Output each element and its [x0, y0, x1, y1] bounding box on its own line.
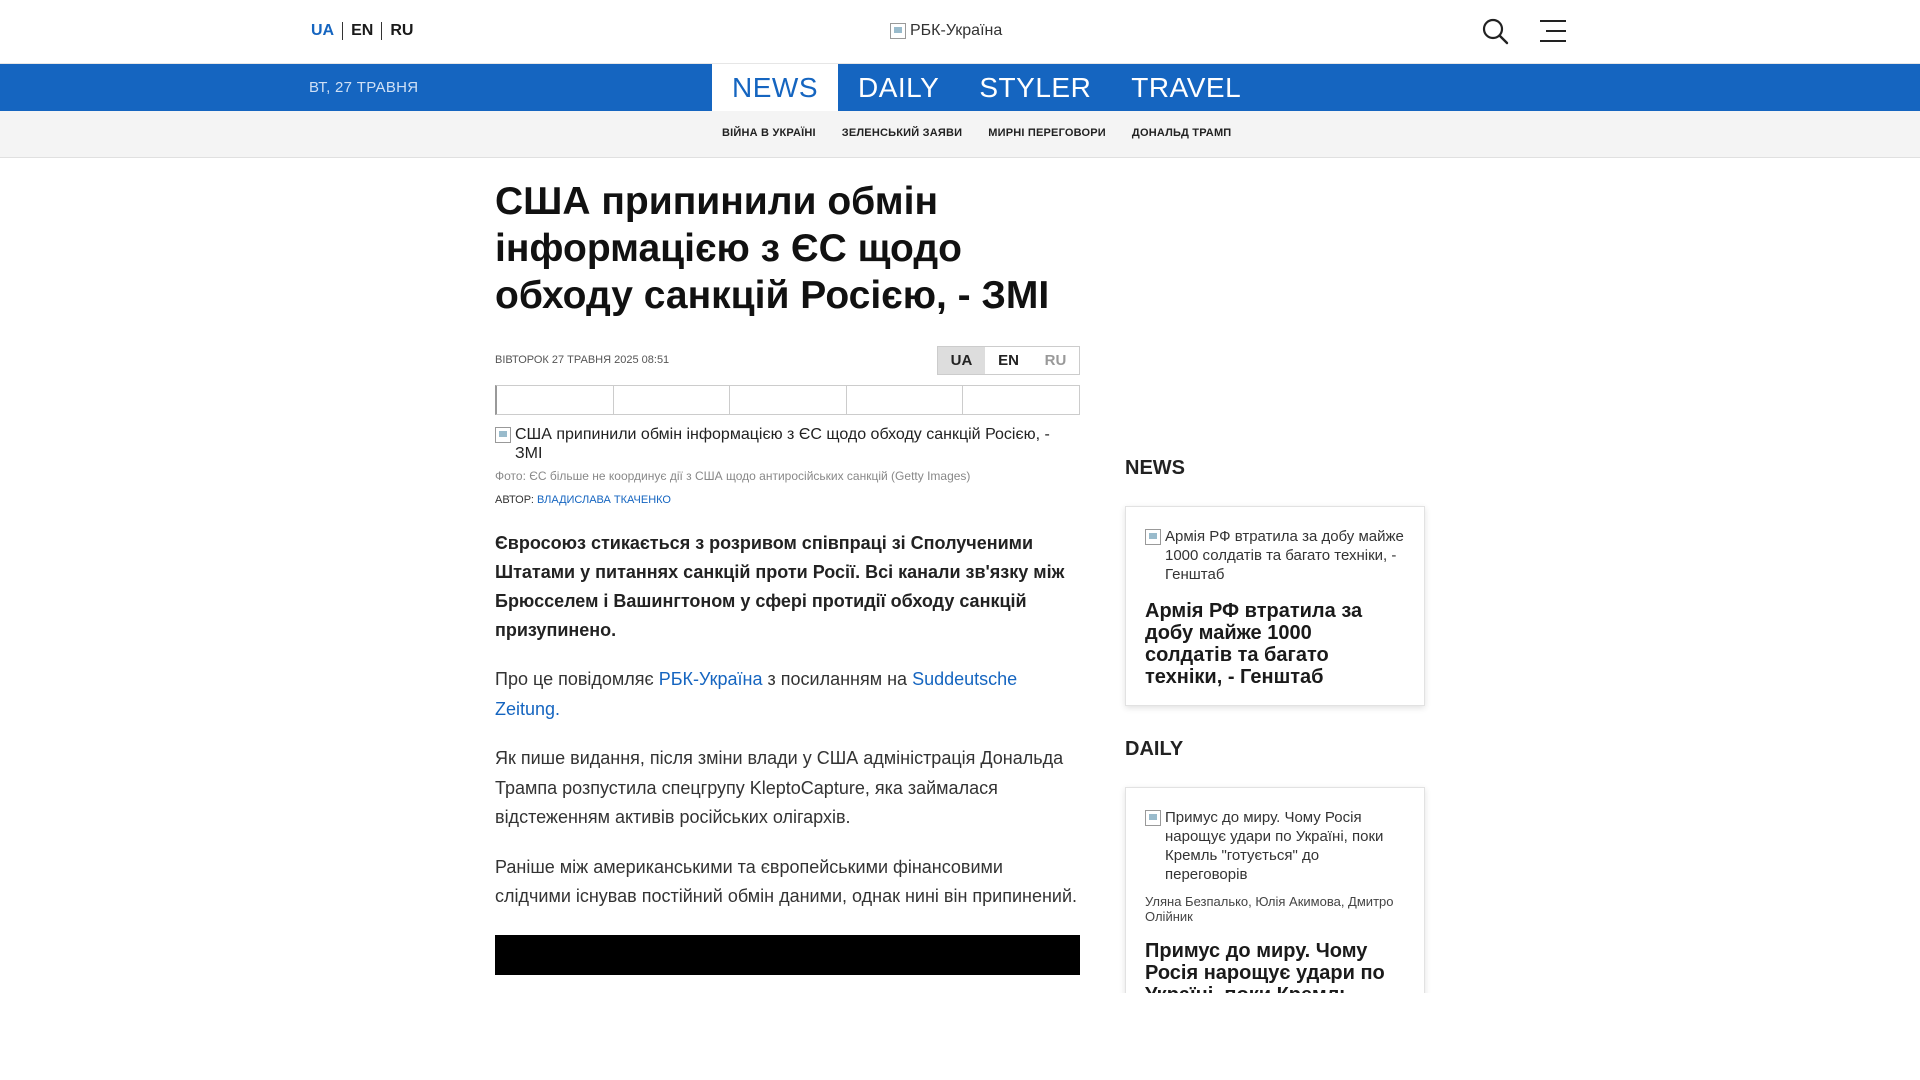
tab-news[interactable]: NEWS: [712, 64, 838, 111]
sidebar-daily-heading[interactable]: DAILY: [1125, 738, 1184, 760]
news-card-image-alt: Армія РФ втратила за добу майже 1000 солдатів та багато техніки, - Генштаб: [1165, 528, 1404, 583]
daily-card-title[interactable]: Примус до миру. Чому Росія нарощує удари по: [1145, 940, 1385, 984]
tags-bar: [0, 111, 1920, 158]
share-button[interactable]: [614, 386, 731, 414]
author-line: [495, 494, 1080, 506]
language-switcher: [311, 22, 421, 40]
site-logo[interactable]: [890, 22, 1002, 40]
logo-alt-text: РБК-Україна: [910, 22, 1003, 39]
news-card[interactable]: [1125, 506, 1425, 706]
broken-image-icon: [495, 427, 511, 443]
news-card-title[interactable]: Армія РФ втратила за добу майже 1000 солдатів та багато техніки, - Генштаб: [1145, 600, 1363, 688]
tag-list: [722, 127, 1231, 139]
article-title: США припинили обмін інформацією з ЄС щодо обходу санкцій Росією, - ЗМІ: [495, 180, 1050, 317]
author-label: АВТОР:: [495, 494, 534, 506]
tag-war-in-ukraine[interactable]: ВІЙНА В УКРАЇНІ: [722, 127, 816, 139]
section-nav: [0, 64, 1920, 111]
share-button[interactable]: [963, 386, 1079, 414]
article-lang-en[interactable]: EN: [998, 352, 1019, 369]
article-lead: Євросоюз стикається з розривом співпраці зі Сполученими Штатами у питаннях санкцій проти Росії. Всі канали зв'язку між Брюсселем і Вашингтоном у сфері протидії обходу санкцій призупинено.: [495, 533, 1065, 640]
daily-card-image: [1145, 808, 1404, 884]
share-button[interactable]: [497, 386, 614, 414]
image-caption: Фото: ЄС більше не координує дії з США щодо антиросійських санкцій (Getty Images): [495, 469, 971, 483]
tab-travel[interactable]: TRAVEL: [1131, 71, 1242, 103]
share-button[interactable]: [847, 386, 964, 414]
article-paragraph: Раніше між американськими та європейськими фінансовими слідчими існував постійний обмін даними, однак нині він припинений.: [495, 856, 1078, 906]
search-button[interactable]: [1480, 16, 1512, 48]
daily-card-image-alt: Примус до миру. Чому Росія нарощує удари по Україні, поки Кремль "готується" до переговорів: [1165, 809, 1384, 883]
tag-donald-trump[interactable]: ДОНАЛЬД ТРАМП: [1131, 127, 1232, 139]
lang-en[interactable]: EN: [351, 22, 374, 39]
lang-ru[interactable]: RU: [390, 22, 414, 39]
sidebar-news-heading[interactable]: NEWS: [1125, 457, 1185, 479]
source-prefix: Про це повідомляє: [495, 669, 659, 689]
current-date: ВТ, 27 ТРАВНЯ: [309, 79, 419, 96]
source-link-sz[interactable]: Suddeutsche Zeitung.: [495, 669, 1018, 719]
tab-daily[interactable]: DAILY: [858, 71, 940, 103]
section-tabs: [712, 64, 1261, 111]
lang-ua[interactable]: UA: [311, 22, 335, 39]
article-paragraph: [495, 665, 1080, 724]
article-lang-ua[interactable]: UA: [938, 347, 985, 374]
broken-image-icon: [1145, 810, 1161, 826]
video-player[interactable]: [495, 935, 1080, 975]
site-header: [0, 0, 1920, 64]
menu-button[interactable]: [1538, 18, 1568, 44]
news-card-image: [1145, 527, 1404, 584]
author-link[interactable]: ВЛАДИСЛАВА ТКАЧЕНКО: [536, 494, 671, 506]
page-bottom-blank: [0, 993, 1920, 1080]
share-button[interactable]: [730, 386, 847, 414]
broken-image-icon: [890, 23, 906, 39]
article: [495, 178, 1080, 975]
search-icon: [1480, 16, 1512, 48]
article-image: [495, 425, 1080, 463]
article-meta: [495, 346, 1080, 374]
article-language-switcher: [937, 346, 1080, 375]
source-middle: з посиланням на: [762, 669, 913, 689]
broken-image-icon: [1145, 529, 1161, 545]
article-paragraph: Як пише видання, після зміни влади у США адміністрація Дональда Трампа розпустила спецгрупу KleptoCapture, яка займалася відстеженням активів російських олігархів.: [495, 748, 1064, 827]
article-image-alt: США припинили обмін інформацією з ЄС щодо обходу санкцій Росією, - ЗМІ: [515, 426, 1050, 462]
hamburger-icon: [1538, 18, 1568, 44]
publish-date: ВІВТОРОК 27 ТРАВНЯ 2025 08:51: [495, 354, 670, 366]
tab-styler[interactable]: STYLER: [979, 71, 1092, 103]
share-buttons: [495, 385, 1080, 415]
tag-zelensky-statements[interactable]: ЗЕЛЕНСЬКИЙ ЗАЯВИ: [841, 127, 963, 139]
source-link-rbc[interactable]: РБК-Україна: [658, 669, 763, 689]
daily-card-authors: Уляна Безпалько, Юлія Акимова, Дмитро Олійник: [1145, 894, 1394, 924]
tag-peace-talks[interactable]: МИРНІ ПЕРЕГОВОРИ: [988, 127, 1106, 139]
article-lang-ru[interactable]: RU: [1044, 352, 1067, 369]
